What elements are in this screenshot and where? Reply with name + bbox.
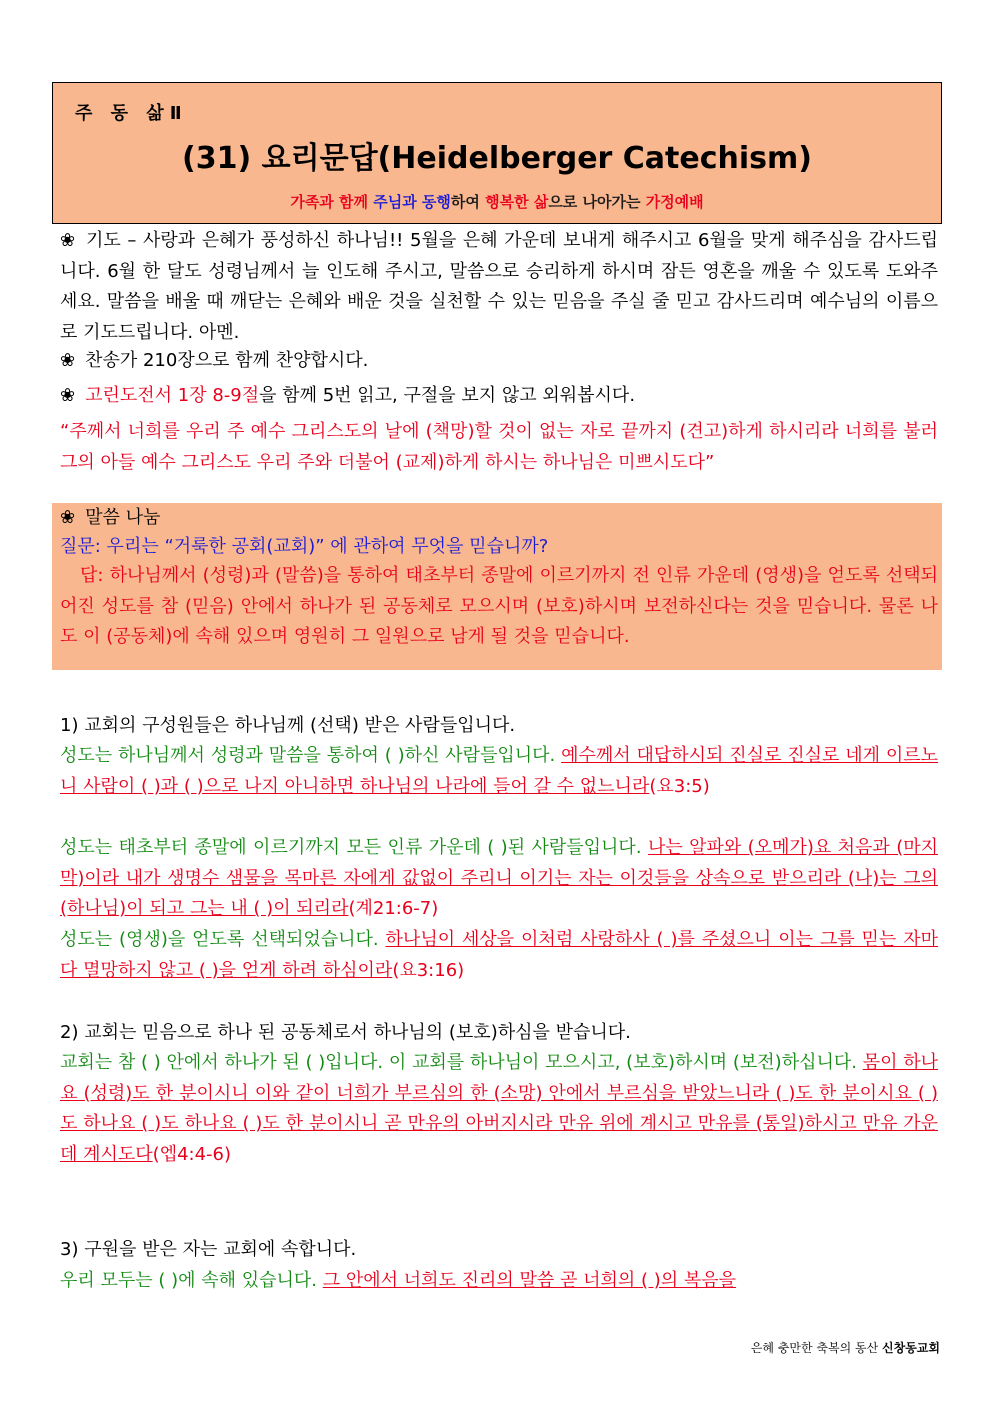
point-text: 성도는 (영생)을 얻도록 선택되었습니다. [60,929,386,950]
flower-icon: ❀ [60,350,76,371]
subtitle-part: 가족과 함께 [290,193,374,211]
section1-heading: 1) 교회의 구성원들은 하나님께 (선택) 받은 사람들입니다. [60,715,516,736]
flower-icon: ❀ [60,385,76,406]
sharing-heading-text: 말씀 나눔 [85,507,161,528]
page-title: (31) 요리문답(Heidelberger Catechism) [182,141,812,176]
sharing-question: 질문: 우리는 “거룩한 공회(교회)” 에 관하여 무엇을 믿습니까? [60,536,549,557]
scripture-citation: (요3:16) [392,959,465,981]
subtitle-part: 으로 나아가는 [548,193,646,211]
section1-point-c [60,925,938,986]
hymn-paragraph [60,346,938,377]
scripture-quote: 몸이 하나요 (성령)도 한 분이시니 이와 같이 너희가 부르심의 한 (소망) 안에서 부르심을 받았느니라 ( )도 한 분이시요 ( )도 하나요 ( )도 하나요 ( )도 한 분이시니 곧 만유의 아버지시라 만유 위에 계시고 만유를 (통일)하시고 만유 가운데 계시도다 [60,1052,938,1165]
sharing-answer: 답: 하나님께서 (성령)과 (말씀)을 통하여 태초부터 종말에 이르기까지 전 인류 가운데 (영생)을 얻도록 선택되어진 성도를 참 (믿음) 안에서 하나가 된 공동체로 모으시며 (보호)하시며 보전하신다는 것을 믿습니다. 물론 나도 이 (공동체)에 속해 있으며 영원히 그 일원으로 남게 될 것을 믿습니다. [60,565,938,647]
subtitle [53,191,941,212]
section1-point-a [60,741,938,802]
header-box [52,82,942,224]
subtitle-part: 행복한 삶 [485,193,549,211]
section3-heading: 3) 구원을 받은 자는 교회에 속합니다. [60,1239,357,1260]
section3-point-a [60,1266,938,1297]
scripture-quote: 그 안에서 너희도 진리의 말씀 곧 너희의 ( )의 복음을 [322,1270,737,1291]
flower-icon: ❀ [60,507,76,528]
series-label: 주 동 삶Ⅱ [75,103,188,124]
prayer-paragraph [60,226,938,348]
scripture-citation: (요3:5) [649,775,710,797]
subtitle-part: 하여 [450,193,486,211]
memory-verse: “주께서 너희를 우리 주 예수 그리스도의 날에 (책망)할 것이 없는 자로 끝까지 (견고)하게 하시리라 너희를 불러 그의 아들 예수 그리스도 우리 주와 더불어 (교제)하게 하시는 하나님은 미쁘시도다” [60,421,938,473]
scripture-quote: 예수께서 대답하시되 진실로 진실로 네게 이르노니 사람이 ( )과 ( )으로 나지 아니하면 하나님의 나라에 들어 갈 수 없느니라 [60,745,938,797]
scripture-quote: 하나님이 세상을 이처럼 사랑하사 ( )를 주셨으니 이는 그를 믿는 자마다 멸망하지 않고 ( )을 얻게 하려 하심이라 [60,929,938,981]
reading-text: 을 함께 5번 읽고, 구절을 보지 않고 외워봅시다. [259,385,636,406]
point-text: 우리 모두는 ( )에 속해 있습니다. [60,1270,323,1291]
prayer-text: 기도 – 사랑과 은혜가 풍성하신 하나님!! 5월을 은혜 가운데 보내게 해주시고 6월을 맞게 해주심을 감사드립니다. 6월 한 달도 성령님께서 늘 인도해 주시고, 말씀으로 승리하게 하시며 잠든 영혼을 깨울 수 있도록 도와주세요. 말씀을 배울 때 깨닫는 은혜와 배운 것을 실천할 수 있는 믿음을 주실 줄 믿고 감사드리며 예수님의 이름으로 기도드립니다. 아멘. [60,230,939,343]
footer-text: 은혜 충만한 축복의 동산 [750,1341,883,1355]
section2-heading: 2) 교회는 믿음으로 하나 된 공동체로서 하나님의 (보호)하심을 받습니다. [60,1022,631,1043]
section1-point-b [60,833,938,925]
point-text: 교회는 참 ( ) 안에서 하나가 된 ( )입니다. 이 교회를 하나님이 모으시고, (보호)하시며 (보전)하십니다. [60,1052,863,1073]
subtitle-part: 가정예배 [645,193,704,211]
flower-icon: ❀ [60,230,76,251]
section2-point-a [60,1048,938,1170]
reading-reference: 고린도전서 1장 8-9절 [85,385,260,406]
church-name: 신창동교회 [882,1341,940,1355]
footer [751,1339,940,1356]
point-text: 성도는 태초부터 종말에 이르기까지 모든 인류 가운데 ( )된 사람들입니다. [60,837,648,858]
point-text: 성도는 하나님께서 성령과 말씀을 통하여 ( )하신 사람들입니다. [60,745,562,766]
hymn-text: 찬송가 210장으로 함께 찬양합시다. [85,350,369,371]
reading-paragraph [60,381,938,412]
subtitle-part: 주님과 동행 [373,193,451,211]
scripture-citation: (엡4:4-6) [152,1143,232,1165]
sharing-heading [60,503,938,534]
scripture-citation: (계21:6-7) [348,898,439,919]
scripture-quote: 나는 알파와 (오메가)요 처음과 (마지막)이라 내가 생명수 샘물을 목마른 자에게 값없이 주리니 이기는 자는 이것들을 상속으로 받으리라 (나)는 그의 (하나님)이 되고 그는 내 ( )이 되리라 [60,837,939,919]
